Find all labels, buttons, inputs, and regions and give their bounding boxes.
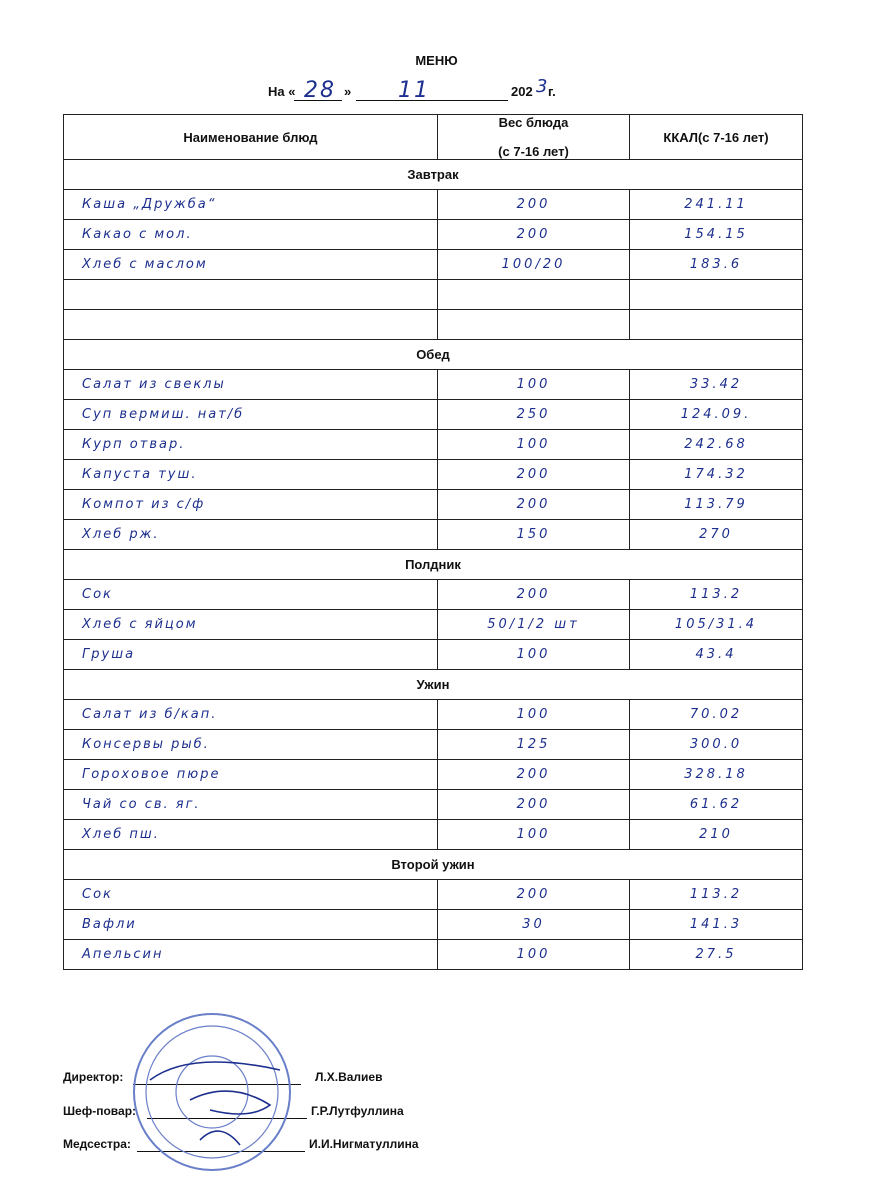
dish-weight: 100 xyxy=(438,640,630,670)
table-row xyxy=(64,220,803,250)
dish-name: Консервы рыб. xyxy=(64,730,438,760)
dish-weight: 200 xyxy=(438,220,630,250)
section-row xyxy=(64,850,803,880)
dish-name: Хлеб с маслом xyxy=(64,250,438,280)
dish-weight: 100 xyxy=(438,940,630,970)
dish-kcal: 113.2 xyxy=(630,580,803,610)
header-row xyxy=(64,115,803,160)
dish-name: Салат из б/кап. xyxy=(64,700,438,730)
header-weight xyxy=(438,115,630,160)
dish-weight: 100 xyxy=(438,820,630,850)
table-row xyxy=(64,700,803,730)
dish-kcal: 241.11 xyxy=(630,190,803,220)
empty-cell xyxy=(438,310,630,340)
dish-name: Хлеб пш. xyxy=(64,820,438,850)
dish-kcal: 43.4 xyxy=(630,640,803,670)
empty-cell xyxy=(438,280,630,310)
table-row xyxy=(64,610,803,640)
dish-weight: 200 xyxy=(438,880,630,910)
dish-name: Капуста туш. xyxy=(64,460,438,490)
header-name: Наименование блюд xyxy=(64,115,438,160)
header-weight-line2: (с 7-16 лет) xyxy=(498,144,569,159)
date-mid: » xyxy=(344,84,352,99)
empty-row xyxy=(64,280,803,310)
dish-kcal: 242.68 xyxy=(630,430,803,460)
dish-weight: 200 xyxy=(438,490,630,520)
dish-weight: 100 xyxy=(438,370,630,400)
dish-kcal: 174.32 xyxy=(630,460,803,490)
table-row xyxy=(64,820,803,850)
table-row xyxy=(64,910,803,940)
round-seal-stamp xyxy=(130,1010,295,1175)
section-title: Завтрак xyxy=(64,160,803,190)
table-row xyxy=(64,880,803,910)
section-row xyxy=(64,550,803,580)
dish-name: Хлеб с яйцом xyxy=(64,610,438,640)
menu-table xyxy=(63,114,803,970)
table-row xyxy=(64,190,803,220)
section-row xyxy=(64,340,803,370)
dish-name: Хлеб рж. xyxy=(64,520,438,550)
date-year-prefix: 202 xyxy=(511,84,533,99)
dish-kcal: 154.15 xyxy=(630,220,803,250)
table-row xyxy=(64,790,803,820)
signature-name: И.И.Нигматуллина xyxy=(309,1137,419,1151)
dish-name: Вафли xyxy=(64,910,438,940)
signature-role: Директор: xyxy=(63,1070,124,1084)
table-row xyxy=(64,760,803,790)
dish-kcal: 61.62 xyxy=(630,790,803,820)
empty-cell xyxy=(630,280,803,310)
dish-weight: 200 xyxy=(438,460,630,490)
dish-name: Сок xyxy=(64,880,438,910)
date-suffix: г. xyxy=(548,84,556,99)
dish-name: Какао с мол. xyxy=(64,220,438,250)
dish-weight: 100 xyxy=(438,430,630,460)
dish-name: Компот из с/ф xyxy=(64,490,438,520)
dish-kcal: 27.5 xyxy=(630,940,803,970)
empty-cell xyxy=(64,310,438,340)
dish-kcal: 141.3 xyxy=(630,910,803,940)
header-weight-line1: Вес блюда xyxy=(498,115,569,130)
table-row xyxy=(64,430,803,460)
section-title: Полдник xyxy=(64,550,803,580)
dish-name: Гороховое пюре xyxy=(64,760,438,790)
table-row xyxy=(64,520,803,550)
table-row xyxy=(64,370,803,400)
table-row xyxy=(64,460,803,490)
dish-name: Курп отвар. xyxy=(64,430,438,460)
section-row xyxy=(64,160,803,190)
dish-kcal: 70.02 xyxy=(630,700,803,730)
dish-name: Каша „Дружба“ xyxy=(64,190,438,220)
table-row xyxy=(64,730,803,760)
signature-role: Медсестра: xyxy=(63,1137,131,1151)
date-prefix: На « xyxy=(268,84,296,99)
dish-name: Сок xyxy=(64,580,438,610)
date-year-digit: 3 xyxy=(536,76,550,97)
section-title: Ужин xyxy=(64,670,803,700)
dish-weight: 50/1/2 шт xyxy=(438,610,630,640)
document-title: МЕНЮ xyxy=(415,53,458,68)
dish-name: Апельсин xyxy=(64,940,438,970)
table-row xyxy=(64,940,803,970)
section-title: Обед xyxy=(64,340,803,370)
dish-kcal: 113.79 xyxy=(630,490,803,520)
dish-kcal: 124.09. xyxy=(630,400,803,430)
table-row xyxy=(64,400,803,430)
dish-weight: 200 xyxy=(438,580,630,610)
dish-name: Груша xyxy=(64,640,438,670)
date-line xyxy=(268,76,598,104)
dish-weight: 200 xyxy=(438,760,630,790)
empty-cell xyxy=(64,280,438,310)
signature-role: Шеф-повар: xyxy=(63,1104,137,1118)
dish-kcal: 105/31.4 xyxy=(630,610,803,640)
dish-weight: 125 xyxy=(438,730,630,760)
dish-name: Суп вермиш. нат/б xyxy=(64,400,438,430)
dish-kcal: 300.0 xyxy=(630,730,803,760)
dish-weight: 200 xyxy=(438,790,630,820)
section-row xyxy=(64,670,803,700)
dish-weight: 200 xyxy=(438,190,630,220)
dish-kcal: 270 xyxy=(630,520,803,550)
table-row xyxy=(64,580,803,610)
date-day: 28 xyxy=(304,78,336,103)
dish-kcal: 33.42 xyxy=(630,370,803,400)
dish-kcal: 113.2 xyxy=(630,880,803,910)
dish-weight: 100/20 xyxy=(438,250,630,280)
dish-weight: 30 xyxy=(438,910,630,940)
dish-kcal: 328.18 xyxy=(630,760,803,790)
dish-weight: 150 xyxy=(438,520,630,550)
dish-name: Салат из свеклы xyxy=(64,370,438,400)
dish-kcal: 183.6 xyxy=(630,250,803,280)
dish-kcal: 210 xyxy=(630,820,803,850)
table-row xyxy=(64,250,803,280)
date-month: 11 xyxy=(398,78,430,103)
dish-name: Чай со св. яг. xyxy=(64,790,438,820)
table-row xyxy=(64,640,803,670)
signature-name: Г.Р.Лутфуллина xyxy=(311,1104,404,1118)
empty-cell xyxy=(630,310,803,340)
empty-row xyxy=(64,310,803,340)
signature-name: Л.Х.Валиев xyxy=(315,1070,383,1084)
dish-weight: 250 xyxy=(438,400,630,430)
header-kcal: ККАЛ(с 7-16 лет) xyxy=(630,115,803,160)
section-title: Второй ужин xyxy=(64,850,803,880)
dish-weight: 100 xyxy=(438,700,630,730)
table-row xyxy=(64,490,803,520)
